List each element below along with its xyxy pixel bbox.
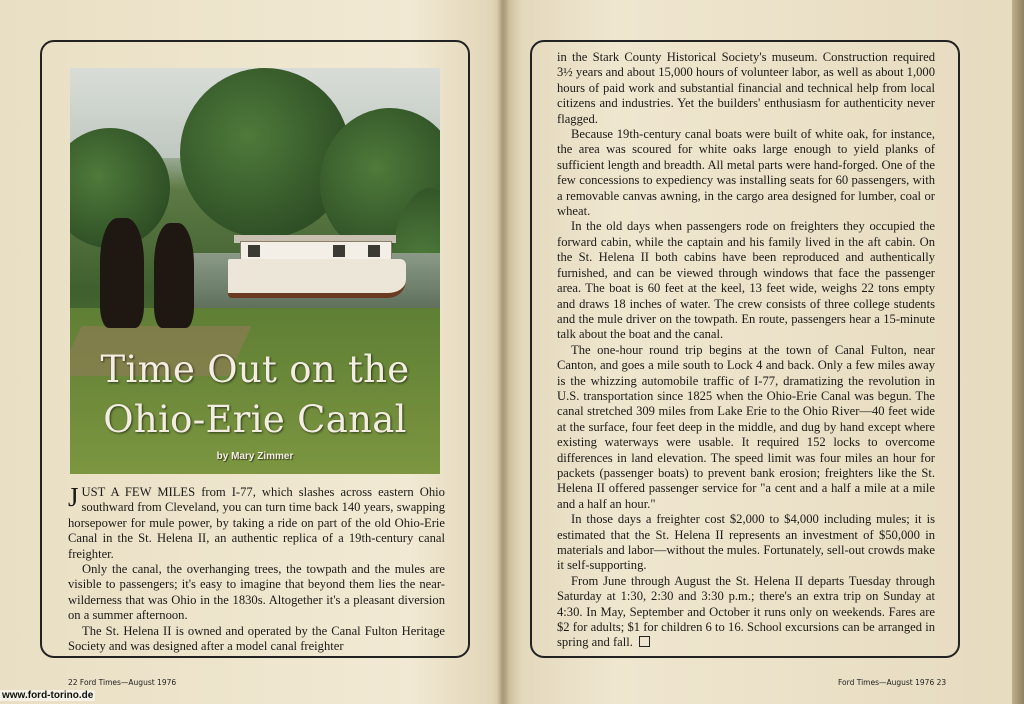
right-page-folio: Ford Times—August 1976 23 [838,678,947,687]
page-edge [1012,0,1024,704]
page-gutter [497,0,509,704]
drop-cap: J [68,482,79,512]
paragraph: The one-hour round trip begins at the town of Canal Fulton, near Canton, and goes a mile south to Lock 4 and back. Only a few miles away is the whizzing automobile traffic of I-77, dramatizing the revolution in U.S. transportation since 1825 when the Ohio-Erie Canal was begun. The canal stretched 309 miles from Lake Erie to the Ohio River—40 feet wide at the surface, four feet deep in the middle, and dug by hand except where existing waterways were usable. It required 152 locks to overcome differences in land elevation. The speed limit was four miles an hour for packets (passenger boats) to prevent bank erosion; freighters like the St. Helena II offered passenger service for "a cent and a half a mile at a mile and a half an hour." [557,342,935,511]
paragraph: in the Stark County Historical Society's museum. Construction required 3½ years and about 15,000 hours of volunteer labor, as well as about 1,000 hours of paid work and substantial financial and technical help from local citizens and industries. Yet the builders' enthusiasm for authenticity never flagged. [557,50,935,126]
paragraph [557,574,935,651]
photo-canal-boat [228,233,406,305]
right-page-text [557,50,935,651]
left-page-text [68,482,445,654]
photo-mule [154,223,194,328]
lead-in: UST A FEW MILES [81,485,196,499]
paragraph: In the old days when passengers rode on freighters they occupied the forward cabin, while the captain and his family lived in the aft cabin. On the St. Helena II both cabins have been reproduced and authentically furnished, and can be viewed through windows that face the passenger area. The boat is 60 feet at the keel, 13 feet wide, weighs 22 tons empty and draws 18 inches of water. The crew consists of three college students and the mule driver on the towpath. En route, passengers hear a 15-minute talk about the boat and the canal. [557,219,935,342]
paragraph [68,482,445,562]
article-title-line-2: Ohio-Erie Canal [103,398,407,441]
paragraph: Only the canal, the overhanging trees, the towpath and the mules are visible to passengers; it's easy to imagine that beyond them lies the near-wilderness that was Ohio in the 1830s. Altogether it's a pleasant diversion on a summer afternoon. [68,562,445,623]
photo-mule [100,218,144,328]
left-page-folio: 22 Ford Times—August 1976 [68,678,177,687]
article-byline: by Mary Zimmer [216,451,294,462]
canal-boat-photo [70,68,440,474]
paragraph: In those days a freighter cost $2,000 to $4,000 including mules; it is estimated that the St. Helena II represents an investment of $50,000 in materials and labor—without the mules. Fortunately, sell-out crowds make it self-supporting. [557,512,935,573]
end-mark-icon [639,636,650,647]
paragraph: Because 19th-century canal boats were built of white oak, for instance, the area was scoured for white oaks large enough to yield planks of sufficient length and breadth. All metal parts were hand-forged. One of the few concessions to expediency was installing seats for 60 passengers, with a removable canvas awning, in the cargo area designed for lumber, coal or wheat. [557,127,935,219]
paragraph-text: from I-77, which slashes across eastern Ohio southward from Cleveland, you can turn time back 140 years, swapping horsepower for mule power, by taking a ride on part of the old Ohio-Erie Canal in the St. Helena II, an authentic replica of a 19th-century canal freighter. [68,485,445,561]
paragraph-text: From June through August the St. Helena II departs Tuesday through Saturday at 1:30, 2:30 and 3:30 p.m.; there's an extra trip on Sunday at 4:30. In May, September and October it runs only on weekends. Fares are $2 for adults; $1 for children 6 to 16. School excursions can be arranged in spring and fall. [557,573,935,650]
site-watermark: www.ford-torino.de [2,690,94,701]
article-title-line-1: Time Out on the [100,348,410,391]
paragraph: The St. Helena II is owned and operated by the Canal Fulton Heritage Society and was designed after a model canal freighter [68,623,445,654]
